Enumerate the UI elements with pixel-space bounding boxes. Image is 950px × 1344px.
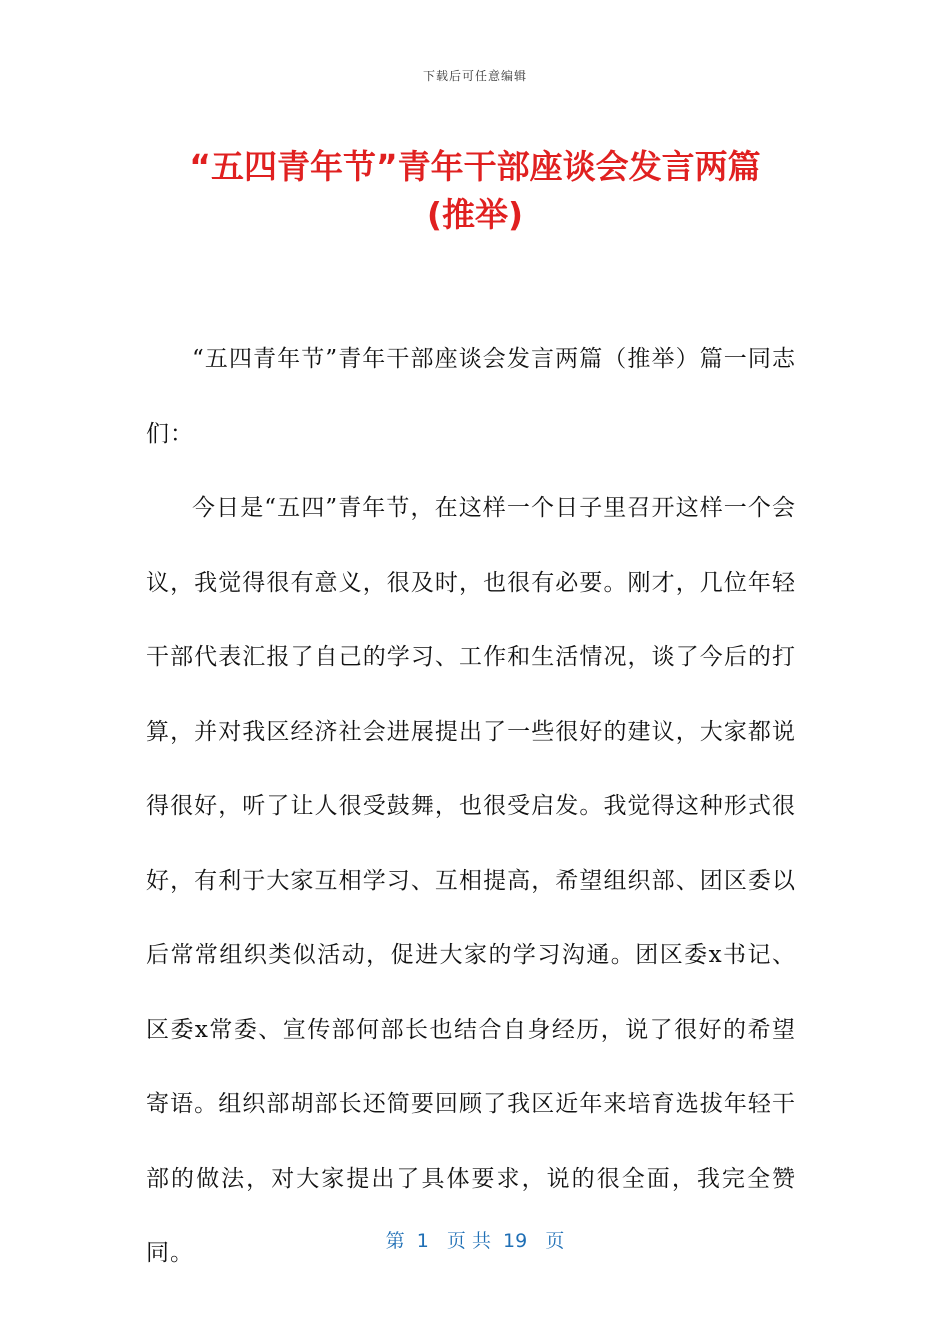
document-title	[100, 143, 850, 239]
header-note: 下载后可任意编辑	[422, 69, 527, 83]
paragraph-2: 今日是“五四”青年节，在这样一个日子里召开这样一个会议，我觉得很有意义，很及时，也很有必要。刚才，几位年轻干部代表汇报了自己的学习、工作和生活情况，谈了今后的打算，并对我区经济社会进展提出了一些很好的建议，大家都说得很好，听了让人很受鼓舞，也很受启发。我觉得这种形式很好，有利于大家互相学习、互相提高，希望组织部、团区委以后常常组织类似活动，促进大家的学习沟通。团区委x书记、区委x常委、宣传部何部长也结合自身经历，说了很好的希望寄语。组织部胡部长还简要回顾了我区近年来培育选拔年轻干部的做法，对大家提出了具体要求，说的很全面，我完全赞同。	[146, 495, 796, 1266]
title-line-2: (推举)	[426, 195, 524, 234]
paragraph-1: “五四青年节”青年干部座谈会发言两篇（推举）篇一同志们：	[146, 346, 796, 447]
title-line-1: “五四青年节”青年干部座谈会发言两篇	[189, 147, 761, 186]
document-body	[146, 322, 796, 1291]
page-footer: 第 1 页 共 19 页	[385, 1230, 565, 1252]
